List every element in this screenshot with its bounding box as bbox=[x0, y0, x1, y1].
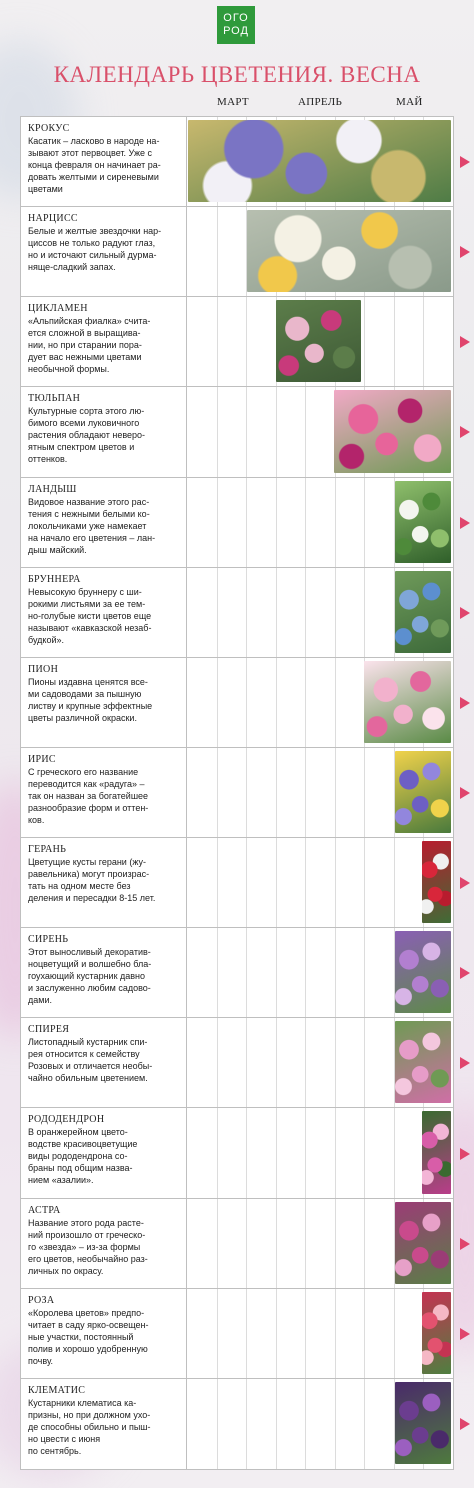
description-line: ми садоводами за пышную bbox=[28, 688, 142, 699]
week-grid-line bbox=[394, 1289, 395, 1378]
week-grid-line bbox=[305, 1018, 306, 1107]
week-grid-line bbox=[276, 748, 277, 837]
page-title: КАЛЕНДАРЬ ЦВЕТЕНИЯ. ВЕСНА bbox=[53, 62, 421, 87]
flower-name: ТЮЛЬПАН bbox=[28, 393, 81, 405]
week-grid-line bbox=[217, 1108, 218, 1197]
description-line: но-голубые кисти цветов еще bbox=[28, 610, 152, 621]
description-line: ные участки, постоянный bbox=[28, 1331, 134, 1342]
week-grid-line bbox=[335, 1379, 336, 1469]
flower-name: АСТРА bbox=[28, 1204, 61, 1216]
description-line: рокими листьями за ее тем- bbox=[28, 598, 146, 609]
description-line: Цветущие кусты герани (жу- bbox=[28, 857, 146, 868]
week-grid-line bbox=[276, 387, 277, 476]
flower-description-cell bbox=[21, 1199, 187, 1288]
week-grid-line bbox=[364, 1289, 365, 1378]
bloom-period-photo bbox=[422, 841, 451, 923]
week-grid-line bbox=[305, 1379, 306, 1469]
flower-description bbox=[28, 135, 183, 195]
flower-description bbox=[28, 1217, 183, 1277]
row-arrow-icon bbox=[460, 967, 470, 979]
description-line: Этот выносливый декоратив- bbox=[28, 947, 151, 958]
description-line: переводится как «радуга» – bbox=[28, 778, 145, 789]
flower-row bbox=[21, 1199, 453, 1289]
description-line: цветы различной окраски. bbox=[28, 712, 137, 723]
description-line: так он назван за богатейшее bbox=[28, 790, 149, 801]
week-grid-line bbox=[246, 297, 247, 386]
flower-row bbox=[21, 207, 453, 297]
flower-description-cell bbox=[21, 478, 187, 567]
description-line: нии, но при старании пора- bbox=[28, 340, 142, 351]
flower-name: ПИОН bbox=[28, 663, 59, 675]
week-grid-line bbox=[305, 1108, 306, 1197]
flower-description-cell bbox=[21, 838, 187, 927]
description-line: ется сложной в выращива- bbox=[28, 328, 141, 339]
description-line: Касатик – ласково в народе на- bbox=[28, 136, 160, 146]
flower-description bbox=[28, 1126, 183, 1186]
flower-description bbox=[28, 225, 183, 273]
week-grid-line bbox=[246, 1018, 247, 1107]
bloom-period-photo bbox=[247, 210, 451, 292]
description-line: называют «кавказской незаб- bbox=[28, 622, 152, 633]
week-grid-line bbox=[364, 568, 365, 657]
description-line: деления и пересадки 8-15 лет. bbox=[28, 893, 156, 904]
description-line: но цвести с июня bbox=[28, 1433, 101, 1444]
flower-description-cell bbox=[21, 1108, 187, 1197]
bloom-period-photo bbox=[395, 481, 451, 563]
flower-row bbox=[21, 387, 453, 477]
row-arrow-icon bbox=[460, 246, 470, 258]
description-line: но и источают сильный дурма- bbox=[28, 250, 157, 261]
row-arrow-icon bbox=[460, 1328, 470, 1340]
week-grid-line bbox=[217, 838, 218, 927]
week-grid-line bbox=[217, 387, 218, 476]
description-line: и заслуженно любим садово- bbox=[28, 983, 151, 994]
week-grid-line bbox=[335, 568, 336, 657]
row-arrow-icon bbox=[460, 1238, 470, 1250]
flower-name: НАРЦИСС bbox=[28, 213, 78, 225]
week-grid-line bbox=[276, 1199, 277, 1288]
description-line: «Королева цветов» предпо- bbox=[28, 1307, 145, 1318]
flower-row bbox=[21, 928, 453, 1018]
week-grid-line bbox=[217, 297, 218, 386]
description-line: будкой». bbox=[28, 634, 64, 645]
description-line: тения с нежными белыми ко- bbox=[28, 508, 150, 519]
week-grid-line bbox=[364, 748, 365, 837]
flower-row bbox=[21, 297, 453, 387]
week-grid-line bbox=[364, 1018, 365, 1107]
flower-description-cell bbox=[21, 207, 187, 296]
description-line: няще-сладкий запах. bbox=[28, 262, 116, 273]
flower-description-cell bbox=[21, 1018, 187, 1107]
week-grid-line bbox=[394, 1108, 395, 1197]
flower-description bbox=[28, 766, 183, 826]
flower-name: ЦИКЛАМЕН bbox=[28, 303, 88, 315]
bloom-period-photo bbox=[276, 300, 361, 382]
description-line: ноцветущий и волшебно бла- bbox=[28, 959, 152, 970]
flower-row bbox=[21, 748, 453, 838]
flower-name: КРОКУС bbox=[28, 123, 70, 134]
week-grid-line bbox=[246, 387, 247, 476]
week-grid-line bbox=[335, 1199, 336, 1288]
bloom-calendar-table bbox=[20, 116, 454, 1470]
week-grid-line bbox=[335, 1018, 336, 1107]
logo-text-bottom: РОД bbox=[223, 25, 249, 37]
flower-description bbox=[28, 496, 183, 556]
week-grid-line bbox=[276, 1018, 277, 1107]
week-grid-line bbox=[276, 928, 277, 1017]
description-line: довать желтыми и сиреневыми bbox=[28, 172, 159, 182]
description-line: бимого всеми луковичного bbox=[28, 418, 140, 429]
bloom-period-photo bbox=[334, 390, 451, 472]
week-grid-line bbox=[335, 748, 336, 837]
week-grid-line bbox=[246, 568, 247, 657]
description-line: зывают этот первоцвет. Уже с bbox=[28, 148, 152, 158]
description-line: Пионы издавна ценятся все- bbox=[28, 676, 148, 687]
week-grid-line bbox=[246, 1289, 247, 1378]
week-grid-line bbox=[217, 207, 218, 296]
month-header bbox=[0, 96, 474, 112]
bloom-period-photo bbox=[422, 1292, 451, 1374]
description-line: «Альпийская фиалка» счита- bbox=[28, 316, 151, 327]
flower-row bbox=[21, 1379, 453, 1469]
week-grid-line bbox=[217, 1379, 218, 1469]
description-line: Видовое название этого рас- bbox=[28, 496, 150, 507]
week-grid-line bbox=[217, 928, 218, 1017]
week-grid-line bbox=[364, 838, 365, 927]
week-grid-line bbox=[364, 1199, 365, 1288]
bloom-period-photo bbox=[395, 1021, 451, 1103]
description-line: водстве красивоцветущие bbox=[28, 1139, 138, 1150]
flower-description-cell bbox=[21, 1379, 187, 1469]
description-line: цветами bbox=[28, 184, 63, 194]
flower-name: ЛАНДЫШ bbox=[28, 483, 77, 495]
description-line: го «звезда» – из-за формы bbox=[28, 1241, 141, 1252]
row-arrow-icon bbox=[460, 697, 470, 709]
flower-description bbox=[28, 946, 183, 1006]
week-grid-line bbox=[246, 658, 247, 747]
flower-name: ИРИС bbox=[28, 753, 56, 765]
flower-name: КЛЕМАТИС bbox=[28, 1384, 86, 1396]
row-arrow-icon bbox=[460, 517, 470, 529]
week-grid-line bbox=[305, 1289, 306, 1378]
week-grid-line bbox=[305, 387, 306, 476]
week-grid-line bbox=[217, 1018, 218, 1107]
description-line: равельника) могут произрас- bbox=[28, 869, 150, 880]
description-line: полив и хорошо удобренную bbox=[28, 1343, 148, 1354]
flower-row bbox=[21, 658, 453, 748]
description-line: листву и крупные эффектные bbox=[28, 700, 153, 711]
week-grid-line bbox=[335, 1108, 336, 1197]
flower-description bbox=[28, 1307, 183, 1367]
bloom-period-photo bbox=[188, 120, 451, 202]
week-grid-line bbox=[217, 478, 218, 567]
flower-description-cell bbox=[21, 297, 187, 386]
flower-description bbox=[28, 315, 183, 375]
flower-description bbox=[28, 1397, 183, 1457]
week-grid-line bbox=[217, 658, 218, 747]
bloom-period-photo bbox=[364, 661, 451, 743]
flower-description-cell bbox=[21, 117, 187, 206]
flower-name: БРУННЕРА bbox=[28, 573, 81, 585]
description-line: дует вас нежными цветами bbox=[28, 352, 142, 363]
flower-description bbox=[28, 1036, 183, 1084]
flower-row bbox=[21, 1018, 453, 1108]
month-label-march: МАРТ bbox=[217, 96, 249, 108]
row-arrow-icon bbox=[460, 1057, 470, 1069]
week-grid-line bbox=[246, 1379, 247, 1469]
week-grid-line bbox=[305, 928, 306, 1017]
flower-row bbox=[21, 568, 453, 658]
flower-description bbox=[28, 856, 183, 904]
description-line: рея относится к семейству bbox=[28, 1049, 140, 1060]
flower-description-cell bbox=[21, 1289, 187, 1378]
week-grid-line bbox=[394, 297, 395, 386]
bloom-period-photo bbox=[395, 1382, 451, 1464]
description-line: личных по окрасу. bbox=[28, 1265, 104, 1276]
month-label-april: АПРЕЛЬ bbox=[298, 96, 343, 108]
description-line: Белые и желтые звездочки нар- bbox=[28, 226, 162, 237]
bloom-period-photo bbox=[422, 1111, 451, 1193]
logo-text-top: ОГО bbox=[223, 12, 249, 24]
week-grid-line bbox=[364, 1379, 365, 1469]
flower-description bbox=[28, 586, 183, 646]
week-grid-line bbox=[276, 838, 277, 927]
week-grid-line bbox=[276, 568, 277, 657]
flower-row bbox=[21, 117, 453, 207]
description-line: нием «азалии». bbox=[28, 1175, 94, 1186]
description-line: С греческого его название bbox=[28, 766, 139, 777]
description-line: дыш майский. bbox=[28, 544, 87, 555]
week-grid-line bbox=[276, 1289, 277, 1378]
description-line: тать на одном месте без bbox=[28, 881, 131, 892]
description-line: Кустарники клематиса ка- bbox=[28, 1397, 137, 1408]
description-line: его цветов, необычайно раз- bbox=[28, 1253, 148, 1264]
row-arrow-icon bbox=[460, 426, 470, 438]
week-grid-line bbox=[246, 478, 247, 567]
week-grid-line bbox=[423, 297, 424, 386]
description-line: читает в саду ярко-освещен- bbox=[28, 1319, 149, 1330]
week-grid-line bbox=[364, 478, 365, 567]
month-label-may: МАЙ bbox=[396, 96, 423, 108]
bloom-period-photo bbox=[395, 751, 451, 833]
flower-name: ГЕРАНЬ bbox=[28, 844, 67, 856]
week-grid-line bbox=[217, 1289, 218, 1378]
flower-description bbox=[28, 676, 183, 724]
week-grid-line bbox=[394, 838, 395, 927]
description-line: оттенков. bbox=[28, 454, 68, 465]
flower-row bbox=[21, 838, 453, 928]
description-line: чайно обильным цветением. bbox=[28, 1073, 148, 1084]
row-arrow-icon bbox=[460, 607, 470, 619]
description-line: Культурные сорта этого лю- bbox=[28, 406, 145, 417]
description-line: браны под общим назва- bbox=[28, 1163, 133, 1174]
description-line: ков. bbox=[28, 814, 45, 825]
description-line: виды рододендрона со- bbox=[28, 1151, 128, 1162]
description-line: В оранжерейном цвето- bbox=[28, 1127, 128, 1138]
row-arrow-icon bbox=[460, 877, 470, 889]
row-arrow-icon bbox=[460, 156, 470, 168]
bloom-period-photo bbox=[395, 571, 451, 653]
flower-name: РОДОДЕНДРОН bbox=[28, 1114, 105, 1126]
week-grid-line bbox=[364, 1108, 365, 1197]
description-line: циссов не только радуют глаз, bbox=[28, 238, 156, 249]
week-grid-line bbox=[335, 1289, 336, 1378]
description-line: дами. bbox=[28, 995, 52, 1006]
description-line: конца февраля он начинает ра- bbox=[28, 160, 161, 170]
week-grid-line bbox=[335, 928, 336, 1017]
week-grid-line bbox=[276, 1108, 277, 1197]
week-grid-line bbox=[305, 478, 306, 567]
flower-description-cell bbox=[21, 928, 187, 1017]
bloom-period-photo bbox=[395, 1202, 451, 1284]
flower-name: РОЗА bbox=[28, 1294, 55, 1306]
week-grid-line bbox=[305, 1199, 306, 1288]
flower-description-cell bbox=[21, 568, 187, 657]
week-grid-line bbox=[335, 658, 336, 747]
week-grid-line bbox=[246, 928, 247, 1017]
description-line: на начало его цветения – лан- bbox=[28, 532, 156, 543]
description-line: необычной формы. bbox=[28, 364, 110, 375]
week-grid-line bbox=[364, 297, 365, 386]
flower-name: СИРЕНЬ bbox=[28, 934, 69, 946]
description-line: призны, но при должном ухо- bbox=[28, 1409, 151, 1420]
week-grid-line bbox=[364, 928, 365, 1017]
flower-name: СПИРЕЯ bbox=[28, 1024, 70, 1036]
row-arrow-icon bbox=[460, 787, 470, 799]
description-line: Листопадный кустарник спи- bbox=[28, 1037, 148, 1048]
week-grid-line bbox=[246, 838, 247, 927]
week-grid-line bbox=[335, 838, 336, 927]
week-grid-line bbox=[246, 1199, 247, 1288]
week-grid-line bbox=[305, 838, 306, 927]
week-grid-line bbox=[276, 1379, 277, 1469]
description-line: Название этого рода расте- bbox=[28, 1217, 144, 1228]
flower-row bbox=[21, 1108, 453, 1198]
row-arrow-icon bbox=[460, 336, 470, 348]
week-grid-line bbox=[305, 568, 306, 657]
description-line: локольчиками уже намекает bbox=[28, 520, 147, 531]
flower-row bbox=[21, 1289, 453, 1379]
description-line: ний произошло от греческо- bbox=[28, 1229, 146, 1240]
description-line: де способны обильно и пыш- bbox=[28, 1421, 151, 1432]
flower-description-cell bbox=[21, 658, 187, 747]
description-line: по сентябрь. bbox=[28, 1445, 82, 1456]
flower-row bbox=[21, 478, 453, 568]
row-arrow-icon bbox=[460, 1418, 470, 1430]
week-grid-line bbox=[276, 658, 277, 747]
week-grid-line bbox=[335, 478, 336, 567]
week-grid-line bbox=[305, 658, 306, 747]
row-arrow-icon bbox=[460, 1148, 470, 1160]
flower-description bbox=[28, 405, 183, 465]
week-grid-line bbox=[305, 748, 306, 837]
flower-description-cell bbox=[21, 387, 187, 476]
week-grid-line bbox=[246, 1108, 247, 1197]
week-grid-line bbox=[246, 748, 247, 837]
week-grid-line bbox=[217, 748, 218, 837]
flower-description-cell bbox=[21, 748, 187, 837]
week-grid-line bbox=[217, 568, 218, 657]
week-grid-line bbox=[276, 478, 277, 567]
description-line: разнообразие форм и оттен- bbox=[28, 802, 149, 813]
description-line: ятным спектром цветов и bbox=[28, 442, 135, 453]
description-line: Розовых и отличается необы- bbox=[28, 1061, 153, 1072]
description-line: почву. bbox=[28, 1355, 54, 1366]
brand-logo[interactable] bbox=[217, 6, 255, 44]
description-line: гоухающий кустарник давно bbox=[28, 971, 146, 982]
description-line: Невысокую бруннеру с ши- bbox=[28, 586, 142, 597]
bloom-period-photo bbox=[395, 931, 451, 1013]
description-line: растения обладают неверо- bbox=[28, 430, 146, 441]
week-grid-line bbox=[217, 1199, 218, 1288]
